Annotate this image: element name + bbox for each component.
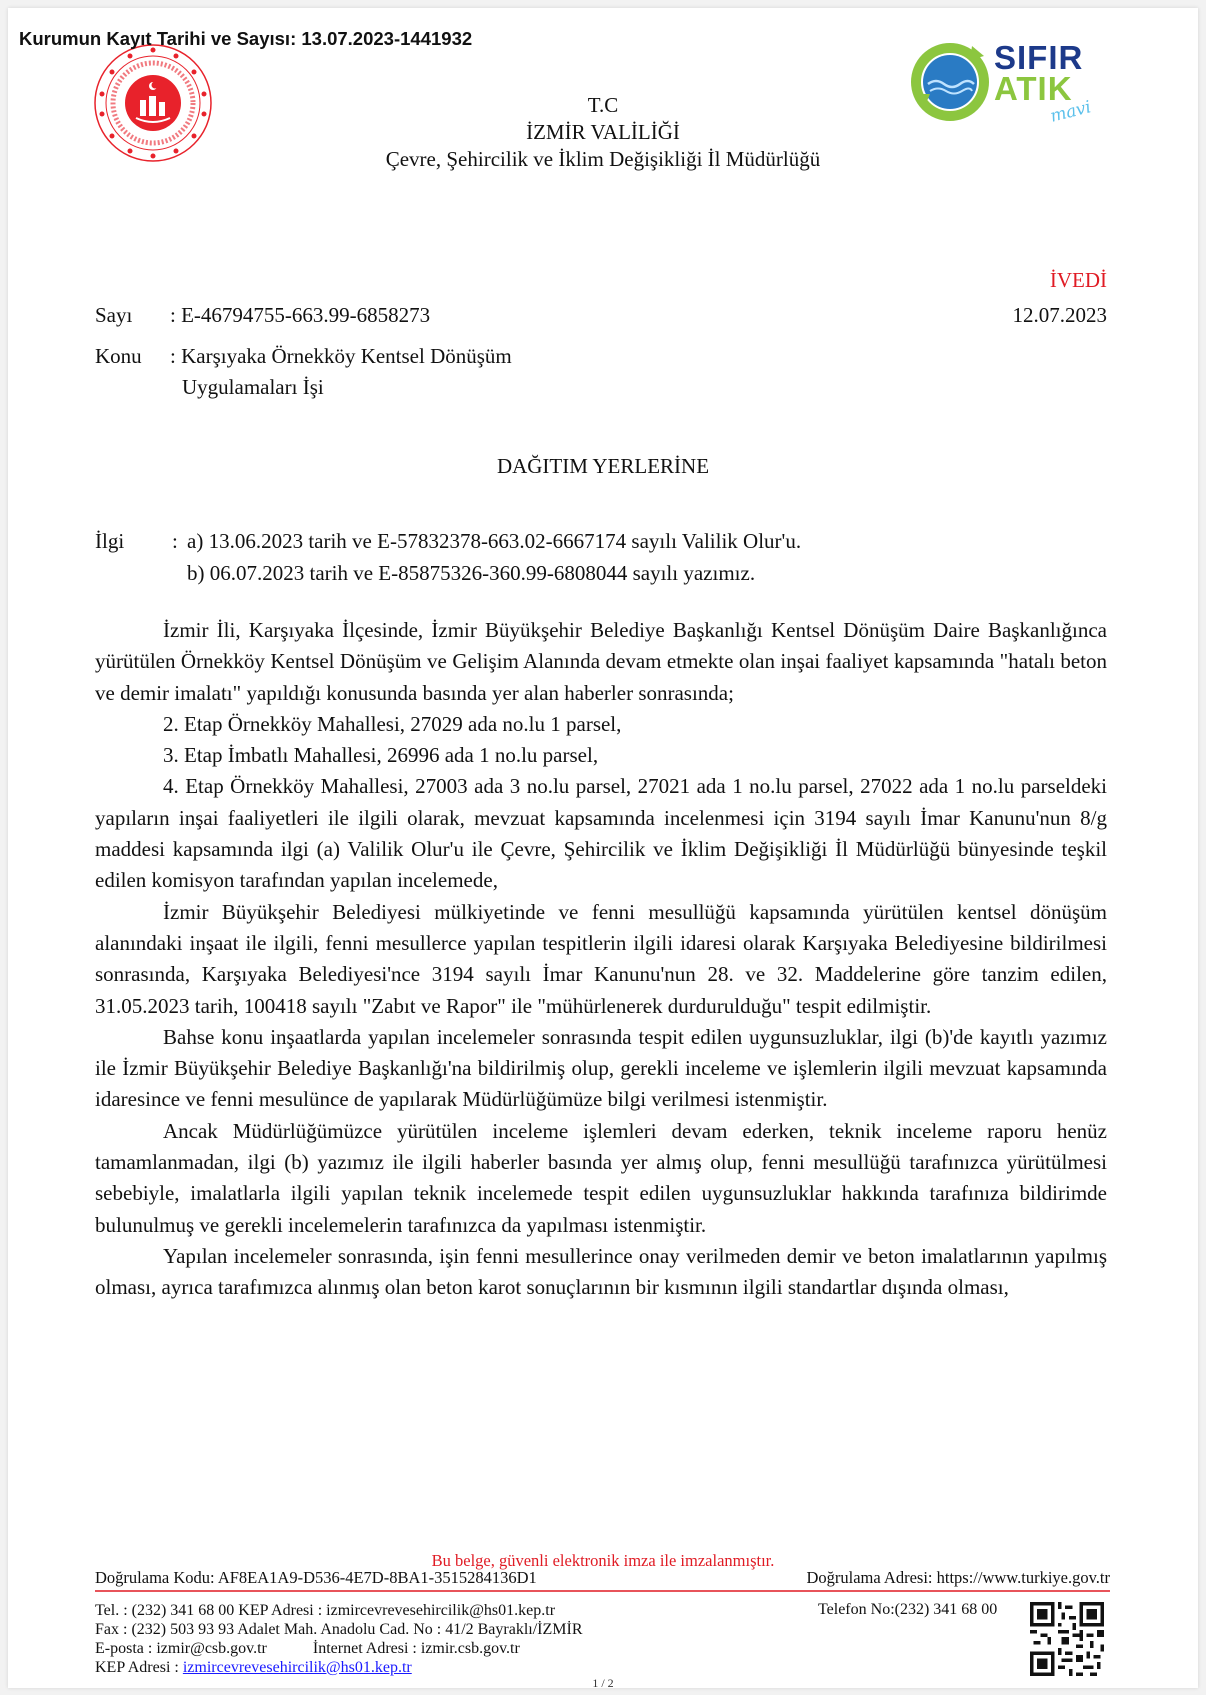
list-item: 3. Etap İmbatlı Mahallesi, 26996 ada 1 no.lu parsel,	[163, 743, 599, 768]
registration-info: Kurumun Kayıt Tarihi ve Sayısı: 13.07.2023-1441932	[19, 28, 473, 49]
contact-kep	[95, 1658, 583, 1677]
header-valilik: İZMİR VALİLİĞİ	[526, 120, 680, 144]
contact-email: E-posta : izmir@csb.gov.tr	[95, 1640, 267, 1657]
konu-value-line2: Uygulamaları İşi	[182, 375, 324, 399]
paragraph-6: Yapılan incelemeler sonrasında, işin fenni mesullerince onay verilmeden demir ve beton imalatlarının yapılmış olması, ayrıca tarafımızca alınmış olan beton karot sonuçlarının bir kısmının ilgili standartlar dışında olması,	[95, 1243, 1107, 1300]
page-number: 1 / 2	[592, 1676, 614, 1690]
verification-code: Doğrulama Kodu: AF8EA1A9-D536-4E7D-8BA1-3515284136D1	[95, 1568, 537, 1587]
ilgi-b: b) 06.07.2023 tarih ve E-85875326-360.99-6808044 sayılı yazımız.	[187, 561, 756, 585]
e-signature-notice: Bu belge, güvenli elektronik imza ile imzalanmıştır.	[431, 1551, 775, 1570]
contact-tel: Tel. : (232) 341 68 00 KEP Adresi : izmircevrevesehircilik@hs01.kep.tr	[95, 1602, 556, 1619]
body-text	[95, 615, 1107, 1304]
list-item: 2. Etap Örnekköy Mahallesi, 27029 ada no.lu 1 parsel,	[163, 711, 622, 736]
logo-text-mavi: mavi	[1048, 97, 1094, 127]
verification-address: Doğrulama Adresi: https://www.turkiye.gov.tr	[806, 1568, 1110, 1587]
sayi-value: : E-46794755-663.99-6858273	[170, 303, 431, 327]
qr-code-icon	[1030, 1602, 1104, 1676]
contact-fax-address: Fax : (232) 503 93 93 Adalet Mah. Anadolu Cad. No : 41/2 Bayraklı/İZMİR	[95, 1621, 583, 1638]
paragraph-4: Bahse konu inşaatlarda yapılan incelemeler sonrasında tespit edilen uygunsuzluklar, ilgi (b)'de kayıtlı yazımız ile İzmir Büyükşehir Belediye Başkanlığı'na bildirilmiş olup, gerekli inceleme ve işlemlerin ilgili mevzuat kapsamında idaresince ve fenni mesulünce de yapılarak Müdürlüğümüze bilgi verilmesi istenmiştir.	[95, 1024, 1107, 1112]
contact-block	[95, 1601, 583, 1677]
logo-text-atik: ATIK	[994, 70, 1073, 107]
priority-label: İVEDİ	[1049, 268, 1107, 292]
konu-value-line1: : Karşıyaka Örnekköy Kentsel Dönüşüm	[170, 344, 512, 368]
recipient: DAĞITIM YERLERİNE	[496, 454, 710, 478]
konu-label: Konu	[95, 344, 142, 368]
document-date: 12.07.2023	[1012, 303, 1107, 327]
header-tc: T.C	[587, 93, 619, 117]
ilgi-label: İlgi	[95, 529, 125, 553]
paragraph-3: İzmir Büyükşehir Belediyesi mülkiyetinde ve fenni mesullüğü kapsamında yürütülen kentsel dönüşüm alanındaki inşaat ile ilgili, fenni mesullerce yapılan tespitlerin ilgili idaresi olarak Karşıyaka Belediyesine bildirilmesi sonrasında, Karşıyaka Belediyesi'nce 3194 sayılı İmar Kanunu'nun 28. ve 32. Maddelerine göre tanzim edilen, 31.05.2023 tarih, 100418 sayılı "Zabıt ve Rapor" ile "mühürlenerek durdurulduğu" tespit edilmiştir.	[95, 899, 1107, 1018]
kep-link[interactable]: izmircevrevesehircilik@hs01.kep.tr	[182, 1659, 412, 1676]
logo-text-sifir: SIFIR	[994, 39, 1084, 76]
contact-internet: İnternet Adresi : izmir.csb.gov.tr	[312, 1640, 520, 1657]
contact-email-internet	[95, 1639, 583, 1658]
verification-row	[95, 1568, 1110, 1592]
sayi-label: Sayı	[95, 303, 133, 327]
paragraph-1: İzmir İli, Karşıyaka İlçesinde, İzmir Büyükşehir Belediye Başkanlığı Kentsel Dönüşüm Daire Başkanlığınca yürütülen Örnekköy Kentsel Dönüşüm ve Gelişim Alanında devam etmekte olan inşai faaliyet kapsamında "hatalı beton ve demir imalatı" yapıldığı konusunda basında yer alan haberler sonrasında;	[95, 618, 1107, 705]
ilgi-a: a) 13.06.2023 tarih ve E-57832378-663.02-6667174 sayılı Valilik Olur'u.	[187, 529, 802, 553]
phone-number: Telefon No:(232) 341 68 00	[818, 1601, 998, 1618]
paragraph-5: Ancak Müdürlüğümüzce yürütülen inceleme işlemleri devam ederken, teknik inceleme raporu henüz tamamlanmadan, ilgi (b) yazımız ile ilgili haberler basında yer almış olup, fenni mesullüğü tarafınızca yürütülmesi sebebiyle, imalatlarla ilgili yapılan teknik incelemede tespit edilen uygunsuzluklar hakkında tarafınıza bildirimde bulunulmuş ve gerekli incelemelerin tarafınızca da yapılması istenmiştir.	[95, 1118, 1107, 1237]
kep-label: KEP Adresi :	[95, 1659, 183, 1676]
paragraph-2: 4. Etap Örnekköy Mahallesi, 27003 ada 3 no.lu parsel, 27021 ada 1 no.lu parsel, 27022 ada 1 no.lu parseldeki yapıların inşai faaliyetleri ile ilgili olarak, mevzuat kapsamında incelenmesi için 3194 sayılı İmar Kanunu'nun 8/g maddesi kapsamında ilgi (a) Valilik Olur'u ile Çevre, Şehircilik ve İklim Değişikliği İl Müdürlüğü bünyesinde teşkil edilen komisyon tarafından yapılan incelemede,	[95, 774, 1107, 893]
header-directorate: Çevre, Şehircilik ve İklim Değişikliği İl Müdürlüğü	[385, 147, 821, 171]
ilgi-colon: :	[172, 529, 178, 553]
